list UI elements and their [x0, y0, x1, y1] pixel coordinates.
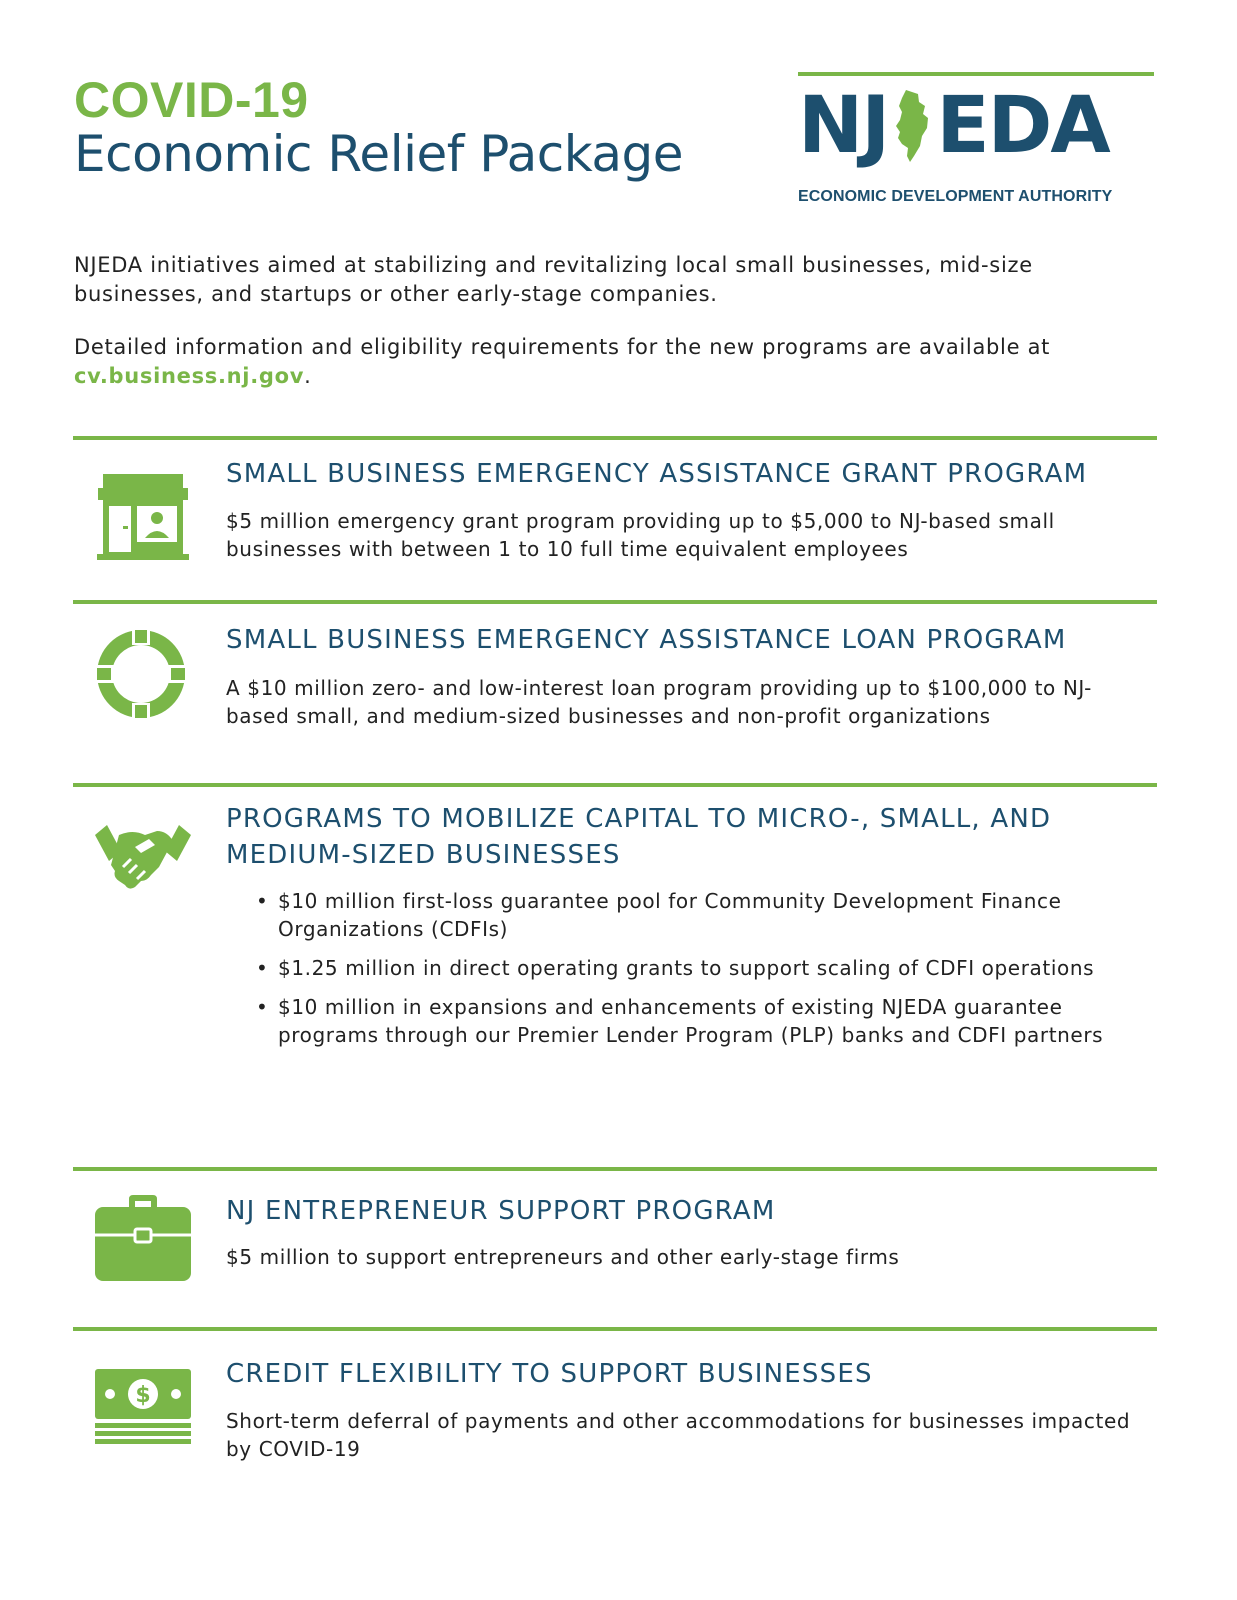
section-divider — [73, 600, 1157, 604]
bullet-marker: • — [256, 995, 269, 1019]
bullet-list — [254, 887, 1134, 1060]
life-preserver-icon — [93, 624, 193, 724]
section-body: $5 million to support entrepreneurs and other early-stage firms — [226, 1245, 900, 1269]
new-jersey-state-icon — [892, 88, 932, 164]
page-title-relief-package: Economic Relief Package — [74, 125, 683, 183]
njeda-logo — [798, 72, 1154, 212]
logo-wordmark — [798, 81, 1109, 171]
list-item — [254, 954, 1134, 982]
page-title-covid: COVID-19 — [74, 72, 309, 128]
storefront-icon — [93, 468, 193, 568]
intro-details-suffix: . — [304, 364, 312, 388]
section-title: SMALL BUSINESS EMERGENCY ASSISTANCE GRANT PROGRAM — [226, 459, 1088, 489]
section-divider — [73, 783, 1157, 787]
bullet-marker: • — [256, 956, 269, 980]
bullet-marker: • — [256, 889, 269, 913]
intro-details-text: Detailed information and eligibility requirements for the new programs are available at — [74, 335, 1051, 359]
logo-top-rule — [798, 72, 1154, 76]
intro-paragraph: NJEDA initiatives aimed at stabilizing and revitalizing local small businesses, mid-size businesses, and startups or other early-stage companies. — [74, 253, 1033, 306]
section-divider — [73, 1327, 1157, 1331]
list-item-text: $10 million in expansions and enhancements of existing NJEDA guarantee programs through our Premier Lender Program (PLP) banks and CDFI partners — [278, 995, 1104, 1047]
section-body: A $10 million zero- and low-interest loan program providing up to $100,000 to NJ-based small, and medium-sized businesses and non-profit organizations — [226, 676, 1093, 728]
list-item — [254, 887, 1134, 943]
dollar-bill-icon — [93, 1361, 193, 1461]
section-title: SMALL BUSINESS EMERGENCY ASSISTANCE LOAN PROGRAM — [226, 625, 1067, 655]
section-title: CREDIT FLEXIBILITY TO SUPPORT BUSINESSES — [226, 1359, 873, 1389]
handshake-icon — [93, 811, 193, 911]
section-title: PROGRAMS TO MOBILIZE CAPITAL TO MICRO-, SMALL, AND MEDIUM-SIZED BUSINESSES — [226, 804, 1052, 870]
list-item-text: $1.25 million in direct operating grants to support scaling of CDFI operations — [278, 956, 1095, 980]
section-body: Short-term deferral of payments and other accommodations for businesses impacted by COVID-19 — [226, 1409, 1131, 1461]
intro-details-paragraph — [74, 333, 1074, 391]
section-divider — [73, 436, 1157, 440]
logo-subtitle: ECONOMIC DEVELOPMENT AUTHORITY — [798, 188, 1113, 205]
logo-wordmark-nj: NJ — [798, 81, 889, 171]
list-item — [254, 993, 1134, 1049]
section-title: NJ ENTREPRENEUR SUPPORT PROGRAM — [226, 1196, 776, 1226]
list-item-text: $10 million first-loss guarantee pool for Community Development Finance Organizations (CDFIs) — [278, 889, 1062, 941]
section-divider — [73, 1167, 1157, 1171]
svg-text:$: $ — [135, 1383, 151, 1408]
logo-wordmark-eda: EDA — [936, 81, 1109, 171]
section-body: $5 million emergency grant program providing up to $5,000 to NJ-based small businesses with between 1 to 10 full time equivalent employees — [226, 509, 1055, 561]
website-link[interactable]: cv.business.nj.gov — [74, 364, 305, 388]
briefcase-icon — [93, 1191, 193, 1291]
